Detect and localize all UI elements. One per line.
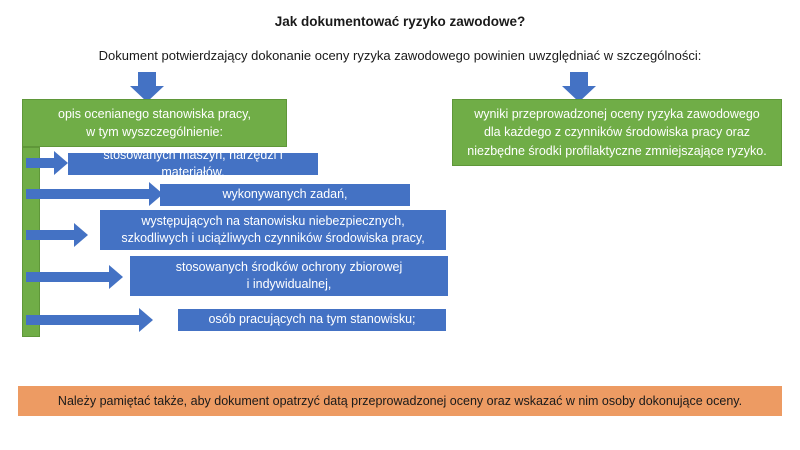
blue-bar-5: [178, 309, 446, 331]
blue-bar-1-label: stosowanych maszyn, narzędzi i materiałów,: [103, 147, 283, 179]
page-subtitle: Dokument potwierdzający dokonanie oceny ryzyka zawodowego powinien uwzględniać w szczególności:: [98, 48, 702, 63]
blue-bar-4-line1: stosowanych środków ochrony zbiorowej: [175, 259, 403, 274]
right-green-box: [452, 99, 782, 166]
blue-bar-1: [68, 147, 318, 179]
blue-bar-5-label: osób pracujących na tym stanowisku;: [208, 312, 416, 327]
blue-bar-2-label: wykonywanych zadań,: [222, 187, 348, 202]
right-green-box-line2: dla każdego z czynników środowiska pracy oraz: [483, 125, 751, 140]
blue-bar-3: [100, 210, 446, 250]
blue-bar-3-line1: występujących na stanowisku niebezpiecznych,: [141, 213, 405, 228]
blue-bar-4: [130, 256, 448, 296]
page-title: Jak dokumentować ryzyko zawodowe?: [274, 14, 526, 29]
left-green-box-line2: w tym wyszczególnienie:: [86, 125, 223, 139]
blue-bar-2: [160, 184, 410, 206]
right-green-box-line1: wyniki przeprowadzonej oceny ryzyka zawodowego: [474, 107, 760, 122]
footer-note-label: Należy pamiętać także, aby dokument opatrzyć datą przeprowadzonej oceny oraz wskazać w nim osoby dokonujące oceny.: [57, 394, 743, 408]
right-green-box-line3: niezbędne środki profilaktyczne zmniejszające ryzyko.: [467, 143, 767, 158]
left-green-box-line1: opis ocenianego stanowiska pracy,: [58, 106, 251, 121]
green-spine-bar: [22, 147, 40, 337]
left-green-box: [22, 99, 287, 147]
blue-bar-3-line2: szkodliwych i uciążliwych czynników środowiska pracy,: [121, 231, 425, 245]
blue-bar-4-line2: i indywidualnej,: [246, 277, 332, 291]
footer-note: [18, 386, 782, 416]
